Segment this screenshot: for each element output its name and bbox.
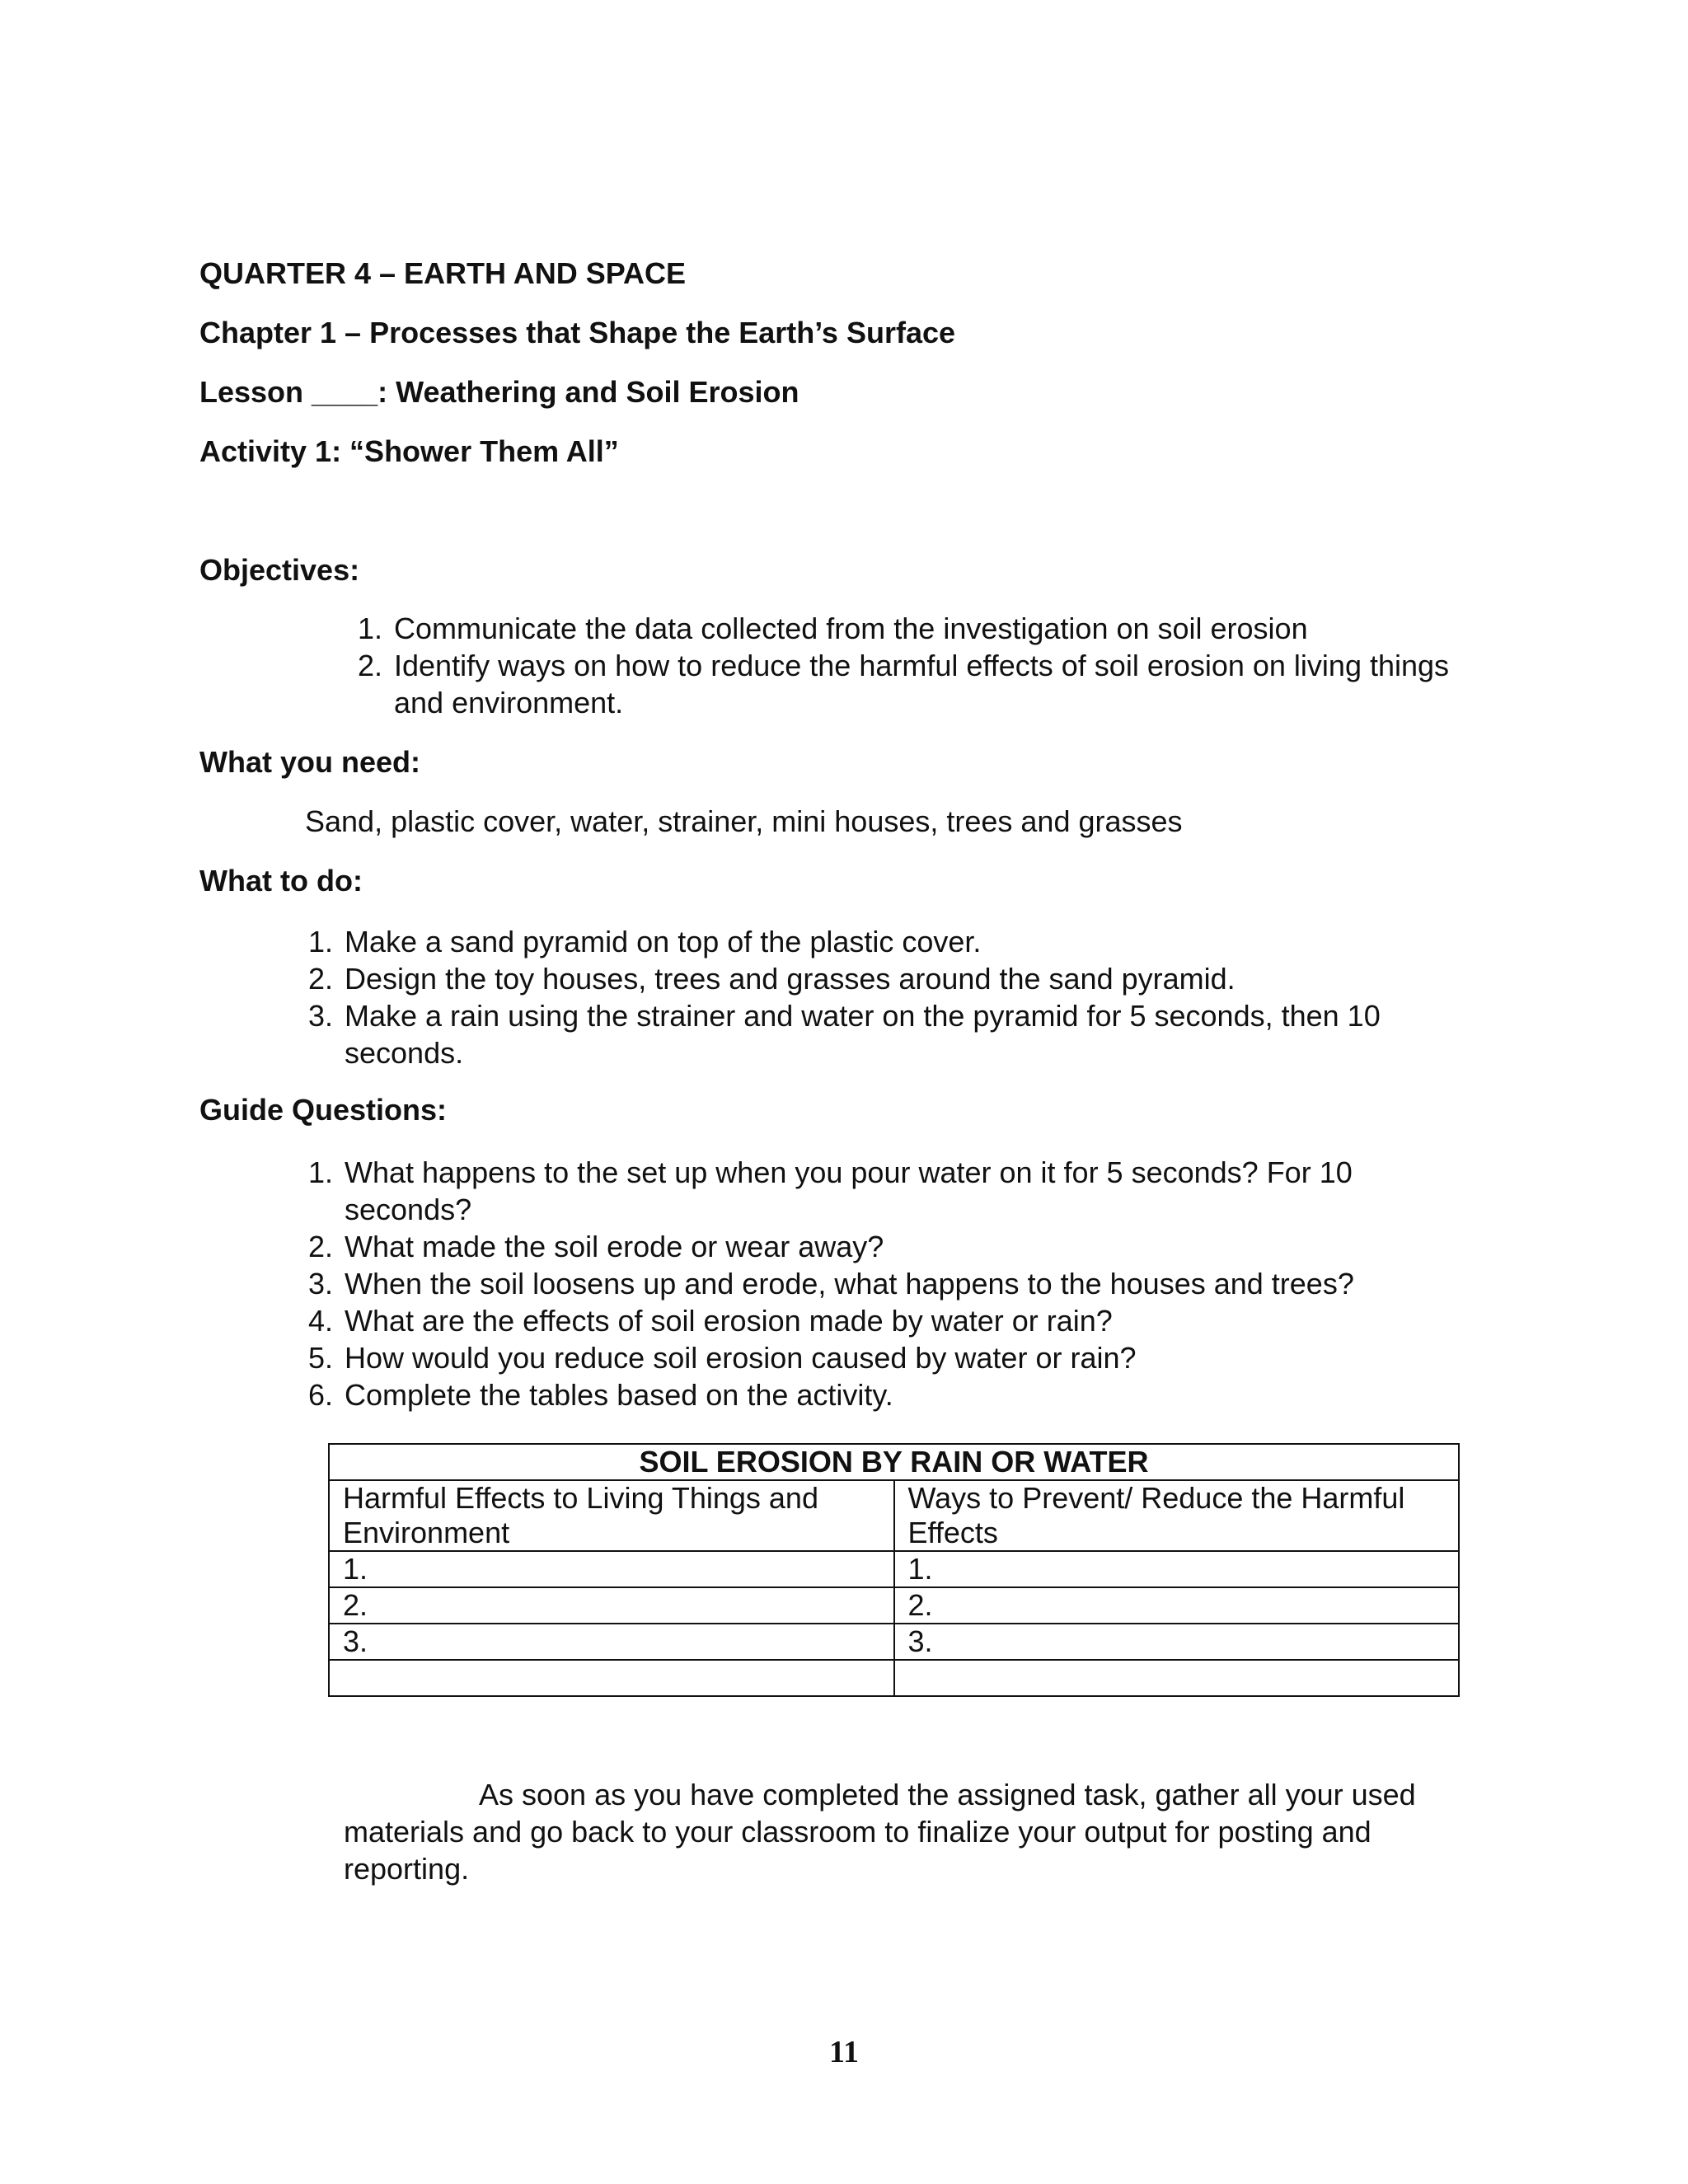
closing-paragraph: As soon as you have completed the assigned task, gather all your used materials and go back to your classroom to finalize your output for posting and reporting. (344, 1778, 1416, 1886)
item-text: Communicate the data collected from the investigation on soil erosion (394, 612, 1308, 645)
list-item (295, 1265, 1449, 1302)
list-item (295, 1154, 1449, 1228)
table-title: SOIL EROSION BY RAIN OR WATER (329, 1444, 1459, 1480)
item-text: What happens to the set up when you pour water on it for 5 seconds? For 10 seconds? (345, 1155, 1353, 1226)
table-cell[interactable] (894, 1660, 1460, 1696)
item-text: Make a sand pyramid on top of the plastic cover. (345, 925, 982, 958)
item-number: 2. (307, 1230, 333, 1263)
item-number: 1. (357, 612, 382, 645)
page-number: 11 (829, 2035, 859, 2069)
list-item (295, 997, 1449, 1071)
table-row (329, 1624, 1459, 1660)
list-item (345, 647, 1482, 721)
item-text: Design the toy houses, trees and grasses around the sand pyramid. (345, 962, 1236, 996)
table-row (329, 1551, 1459, 1587)
what-you-need-heading: What you need: (199, 745, 420, 779)
table-cell[interactable]: 3. (894, 1624, 1460, 1660)
table-cell[interactable]: 1. (329, 1551, 894, 1587)
item-number: 2. (307, 962, 333, 996)
column-header-ways-to-prevent: Ways to Prevent/ Reduce the Harmful Effects (894, 1480, 1460, 1551)
objectives-heading: Objectives: (199, 553, 360, 587)
item-number: 3. (307, 999, 333, 1033)
lesson-heading: Lesson ____: Weathering and Soil Erosion (199, 375, 799, 409)
item-number: 6. (307, 1378, 333, 1412)
objectives-list (345, 610, 1482, 721)
table-cell[interactable]: 3. (329, 1624, 894, 1660)
what-to-do-heading: What to do: (199, 864, 363, 898)
procedure-list (295, 923, 1449, 1071)
item-number: 2. (357, 649, 382, 682)
item-number: 4. (307, 1304, 333, 1338)
item-number: 1. (307, 1155, 333, 1189)
table-cell[interactable]: 2. (329, 1587, 894, 1624)
materials-text: Sand, plastic cover, water, strainer, mini houses, trees and grasses (305, 804, 1183, 838)
list-item (295, 960, 1449, 997)
item-number: 1. (307, 925, 333, 958)
table-cell[interactable]: 1. (894, 1551, 1460, 1587)
item-text: How would you reduce soil erosion caused by water or rain? (345, 1341, 1137, 1375)
table-row (329, 1660, 1459, 1696)
list-item (295, 1302, 1449, 1339)
activity-heading: Activity 1: “Shower Them All” (199, 434, 619, 468)
list-item (295, 1228, 1449, 1265)
list-item (295, 923, 1449, 960)
item-text: Identify ways on how to reduce the harmful effects of soil erosion on living things and environment. (394, 649, 1450, 719)
item-text: When the soil loosens up and erode, what happens to the houses and trees? (345, 1267, 1354, 1301)
quarter-heading: QUARTER 4 – EARTH AND SPACE (199, 256, 687, 290)
soil-erosion-table (328, 1443, 1460, 1697)
chapter-heading: Chapter 1 – Processes that Shape the Earth’s Surface (199, 316, 956, 349)
guide-questions-heading: Guide Questions: (199, 1093, 448, 1127)
table-cell[interactable]: 2. (894, 1587, 1460, 1624)
guide-questions-list (295, 1154, 1449, 1413)
list-item (345, 610, 1482, 647)
list-item (295, 1376, 1449, 1413)
table-cell[interactable] (329, 1660, 894, 1696)
table-row (329, 1587, 1459, 1624)
item-text: Complete the tables based on the activity. (345, 1378, 893, 1412)
item-text: Make a rain using the strainer and water on the pyramid for 5 seconds, then 10 seconds. (345, 999, 1381, 1070)
item-number: 3. (307, 1267, 333, 1301)
item-text: What made the soil erode or wear away? (345, 1230, 884, 1263)
column-header-harmful-effects: Harmful Effects to Living Things and Environment (329, 1480, 894, 1551)
item-text: What are the effects of soil erosion made by water or rain? (345, 1304, 1113, 1338)
list-item (295, 1339, 1449, 1376)
item-number: 5. (307, 1341, 333, 1375)
